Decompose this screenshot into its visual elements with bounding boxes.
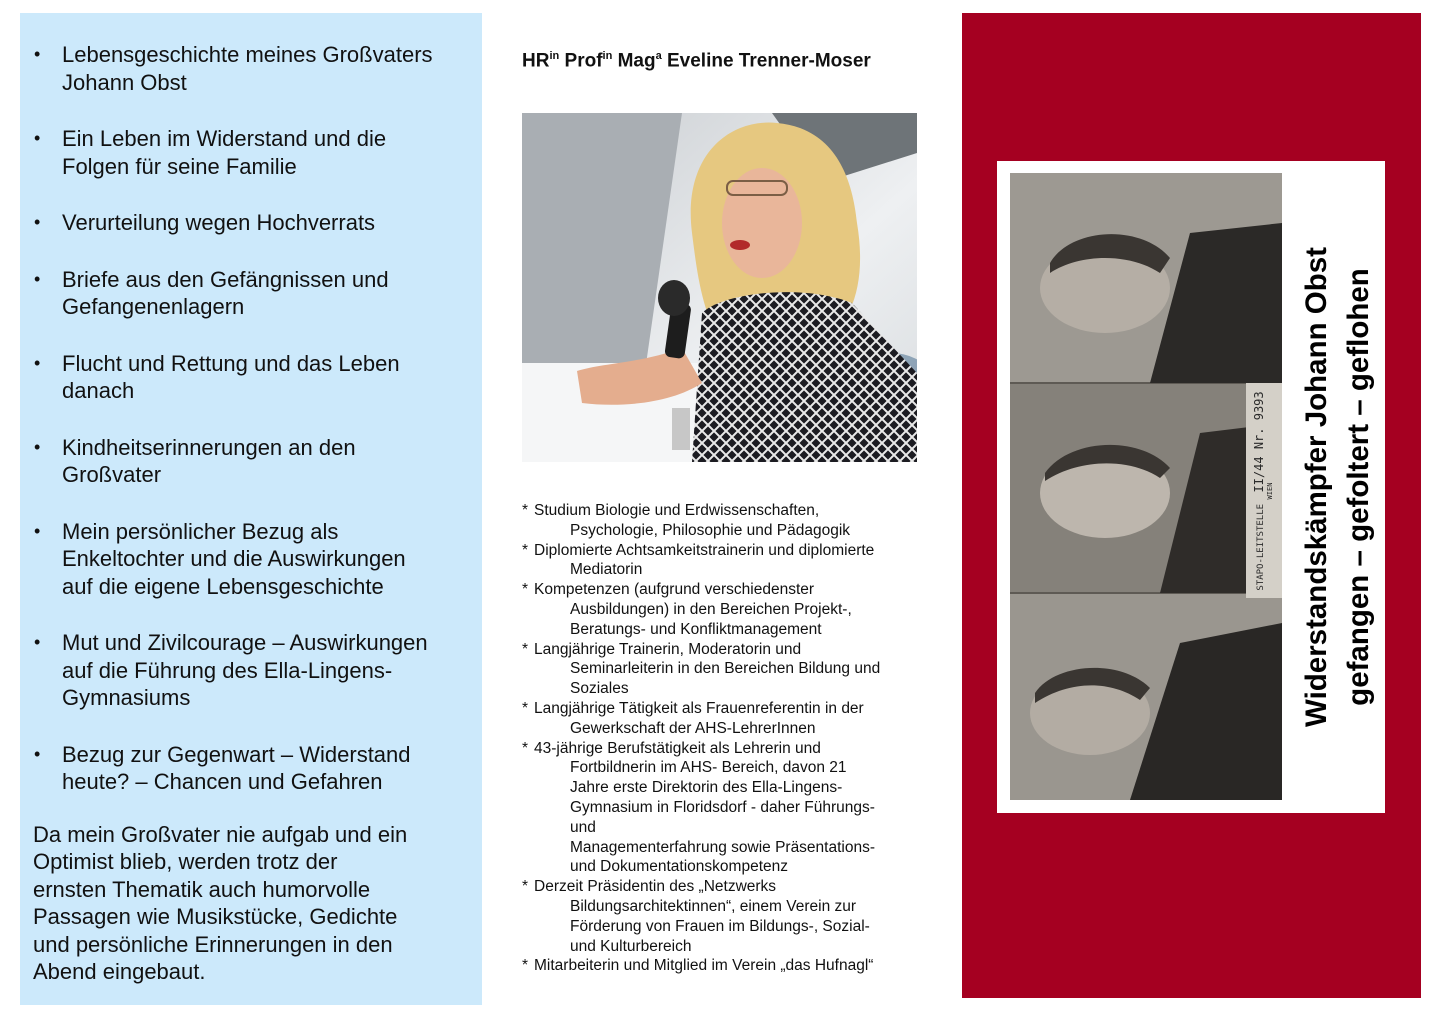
asterisk-icon: * <box>522 640 529 658</box>
asterisk-icon: * <box>522 541 529 559</box>
qualification-text: und Kulturbereich <box>570 937 692 955</box>
closing-line: und persönliche Erinnerungen in den <box>33 931 393 957</box>
qualification-text: Managementerfahrung sowie Präsentations- <box>570 838 876 856</box>
title-mag: Mag <box>617 50 656 72</box>
qualification-text: Gymnasium in Floridsdorf - daher Führungs- <box>570 798 875 816</box>
qualification-text: Bildungsarchitektinnen“, einem Verein zur <box>570 897 857 915</box>
qualification-text: Beratungs- und Konfliktmanagement <box>570 620 822 638</box>
qualification-text: und <box>570 818 596 836</box>
closing-line: Optimist blieb, werden trotz der <box>33 849 338 874</box>
qualification-text: Mitarbeiterin und Mitglied im Verein „das Hufnagl“ <box>534 957 874 975</box>
title-hr: HR <box>522 50 550 72</box>
qualification-text: Gewerkschaft der AHS-LehrerInnen <box>570 719 816 737</box>
topic-item <box>32 350 468 405</box>
presenter-photo <box>522 113 917 462</box>
topic-text: Ein Leben im Widerstand und die <box>62 126 387 151</box>
qualification-item <box>522 699 922 739</box>
topic-text: Kindheitserinnerungen an den <box>62 434 356 460</box>
qualification-text: Studium Biologie und Erdwissenschaften, <box>534 502 820 519</box>
title-prof: Prof <box>564 50 603 72</box>
qualification-text: Seminarleiterin in den Bereichen Bildung und <box>570 660 881 678</box>
topic-text: Mein persönlicher Bezug als <box>62 518 339 544</box>
topic-text: Lebensgeschichte meines Großvaters <box>62 42 433 67</box>
topic-list <box>32 41 468 796</box>
cover-title <box>1296 187 1386 787</box>
qualification-text: Ausbildungen) in den Bereichen Projekt-, <box>570 600 852 618</box>
topic-item <box>32 41 468 96</box>
title-mag-sup: a <box>655 50 662 62</box>
qualification-item <box>522 956 922 976</box>
qualification-item <box>522 501 922 541</box>
topic-item <box>32 209 468 237</box>
topic-text: auf die Führung des Ella-Lingens- <box>62 657 393 683</box>
topic-text: Mut und Zivilcourage – Auswirkungen <box>62 630 428 655</box>
closing-line: Da mein Großvater nie aufgab und ein <box>33 821 408 847</box>
bullet-icon: • <box>34 743 41 764</box>
asterisk-icon: * <box>522 878 529 896</box>
bullet-icon: • <box>34 128 41 148</box>
mugshot-photo <box>1010 173 1282 800</box>
title-prof-sup: in <box>602 50 613 62</box>
qualification-item <box>522 640 922 699</box>
bullet-icon: • <box>34 212 41 232</box>
qualification-text: und Dokumentationskompetenz <box>570 858 788 876</box>
asterisk-icon: * <box>522 502 529 519</box>
prison-sign <box>1246 383 1282 598</box>
qualification-item <box>522 541 922 581</box>
bullet-icon: • <box>34 632 41 652</box>
topic-text: Bezug zur Gegenwart – Widerstand <box>62 741 411 767</box>
closing-paragraph <box>33 821 468 986</box>
topic-text: Folgen für seine Familie <box>62 153 297 179</box>
qualification-list <box>522 501 922 976</box>
qualification-text: Fortbildnerin im AHS- Bereich, davon 21 <box>570 759 847 777</box>
topic-text: Flucht und Rettung und das Leben <box>62 350 400 376</box>
qualification-item <box>522 739 922 878</box>
topic-text: Briefe aus den Gefängnissen und <box>62 266 389 292</box>
asterisk-icon: * <box>522 699 529 717</box>
sign-number: II/44 Nr. 9393 <box>1252 390 1266 493</box>
topic-text: danach <box>62 378 135 403</box>
cover-title-line2: gefangen – gefoltert – geflohen <box>1342 268 1375 706</box>
bullet-icon: • <box>34 520 41 541</box>
sign-city: WIEN <box>1266 482 1274 499</box>
qualification-item <box>522 877 922 956</box>
topics-panel <box>20 13 482 1005</box>
topic-item <box>32 741 468 796</box>
qualification-text: Mediatorin <box>570 561 643 579</box>
qualification-text: 43-jährige Berufstätigkeit als Lehrerin und <box>534 739 821 757</box>
bullet-icon: • <box>34 44 41 64</box>
qualification-text: Jahre erste Direktorin des Ella-Lingens- <box>570 779 843 797</box>
qualification-text: Psychologie, Philosophie und Pädagogik <box>570 521 851 539</box>
closing-line: ernsten Thematik auch humorvolle <box>33 876 371 902</box>
asterisk-icon: * <box>522 581 529 599</box>
topic-item <box>32 518 468 601</box>
topic-text: Johann Obst <box>62 69 187 95</box>
qualification-text: Derzeit Präsidentin des „Netzwerks <box>534 878 777 896</box>
closing-line: Passagen wie Musikstücke, Gedichte <box>33 904 398 929</box>
topic-text: heute? – Chancen und Gefahren <box>62 769 383 794</box>
topic-text: auf die eigene Lebensgeschichte <box>62 573 384 599</box>
qualification-text: Soziales <box>570 680 629 698</box>
topic-text: Großvater <box>62 462 162 487</box>
topic-item <box>32 629 468 712</box>
qualification-text: Diplomierte Achtsamkeitstrainerin und diplomierte <box>534 541 875 559</box>
closing-line: Abend eingebaut. <box>33 959 206 984</box>
qualification-text: Langjährige Trainerin, Moderatorin und <box>534 640 802 658</box>
topic-text: Gymnasiums <box>62 685 191 710</box>
presenter-full-name: Eveline Trenner-Moser <box>666 50 871 72</box>
topic-text: Verurteilung wegen Hochverrats <box>62 210 376 235</box>
asterisk-icon: * <box>522 957 529 975</box>
topic-item <box>32 125 468 180</box>
presenter-name <box>522 50 871 72</box>
qualification-text: Förderung von Frauen im Bildungs-, Sozial- <box>570 917 870 935</box>
bullet-icon: • <box>34 268 41 289</box>
title-hr-sup: in <box>549 50 560 62</box>
topic-text: Gefangenenlagern <box>62 294 245 319</box>
qualification-text: Kompetenzen (aufgrund verschiedenster <box>534 581 815 599</box>
cover-title-line1: Widerstandskämpfer Johann Obst <box>1300 246 1333 728</box>
bullet-icon: • <box>34 352 41 373</box>
qualification-item <box>522 580 922 639</box>
topic-text: Enkeltochter und die Auswirkungen <box>62 546 406 571</box>
sign-office: STAPO-LEITSTELLE <box>1256 503 1266 591</box>
qualification-text: Langjährige Tätigkeit als Frauenreferentin in der <box>534 699 864 717</box>
topic-item <box>32 434 468 489</box>
bullet-icon: • <box>34 436 41 457</box>
topic-item <box>32 266 468 321</box>
asterisk-icon: * <box>522 739 529 757</box>
